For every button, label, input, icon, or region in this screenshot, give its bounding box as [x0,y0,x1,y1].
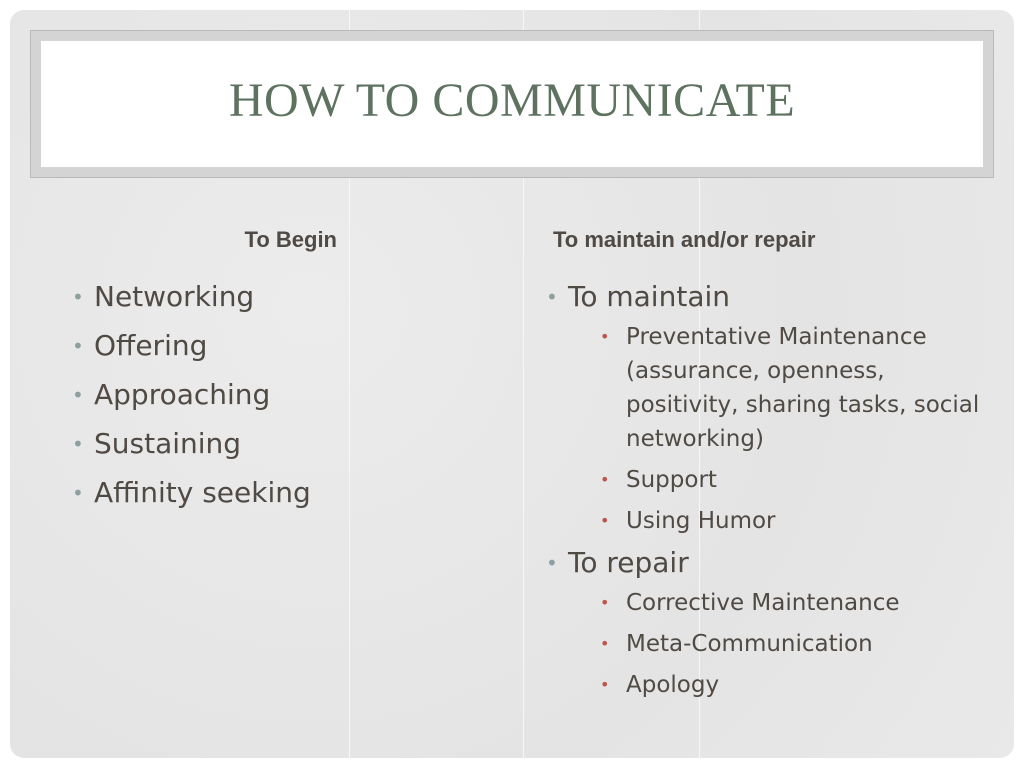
bullet-icon: • [546,285,558,309]
bullet-icon: • [72,383,84,407]
bullet-icon: • [546,551,558,575]
begin-list [70,280,311,525]
sublist-item: • Support [568,463,986,497]
bullet-icon: • [72,285,84,309]
maintain-sublist [568,320,986,538]
title-frame [30,30,994,178]
title-box [41,41,983,167]
list-item-to-maintain: • To maintain • Preventative Maintenance (assurance, openness, positivity, sharing tasks, social networking) • Support • Using Humor [544,280,986,538]
sublist-item: • Preventative Maintenance (assurance, openness, positivity, sharing tasks, social networking) [568,320,986,456]
repair-sublist [568,586,986,702]
list-item: • Offering [72,329,208,362]
list-item: • Networking [72,280,255,313]
bullet-icon: • [72,432,84,456]
bullet-icon: • [600,634,610,653]
right-column-heading: To maintain and/or repair [553,227,816,252]
bullet-icon: • [72,334,84,358]
bullet-icon: • [600,593,610,612]
slide-title: HOW TO COMMUNICATE [228,73,796,127]
list-item-to-repair: • To repair • Corrective Maintenance • Meta-Communication • Apology [544,546,986,702]
bullet-icon: • [600,470,610,489]
left-column-heading: To Begin [244,227,337,252]
sublist-item: • Corrective Maintenance [568,586,986,620]
bullet-icon: • [600,675,610,694]
list-item: • Affinity seeking [72,476,311,509]
list-item: • Sustaining [72,427,242,460]
sublist-item: • Meta-Communication [568,627,986,661]
list-item: • Approaching [72,378,271,411]
bullet-icon: • [600,511,610,530]
bullet-icon: • [72,481,84,505]
bullet-icon: • [600,327,610,346]
sublist-item: • Apology [568,668,986,702]
slide [10,10,1014,758]
sublist-item: • Using Humor [568,504,986,538]
maintain-repair-list [544,280,986,710]
